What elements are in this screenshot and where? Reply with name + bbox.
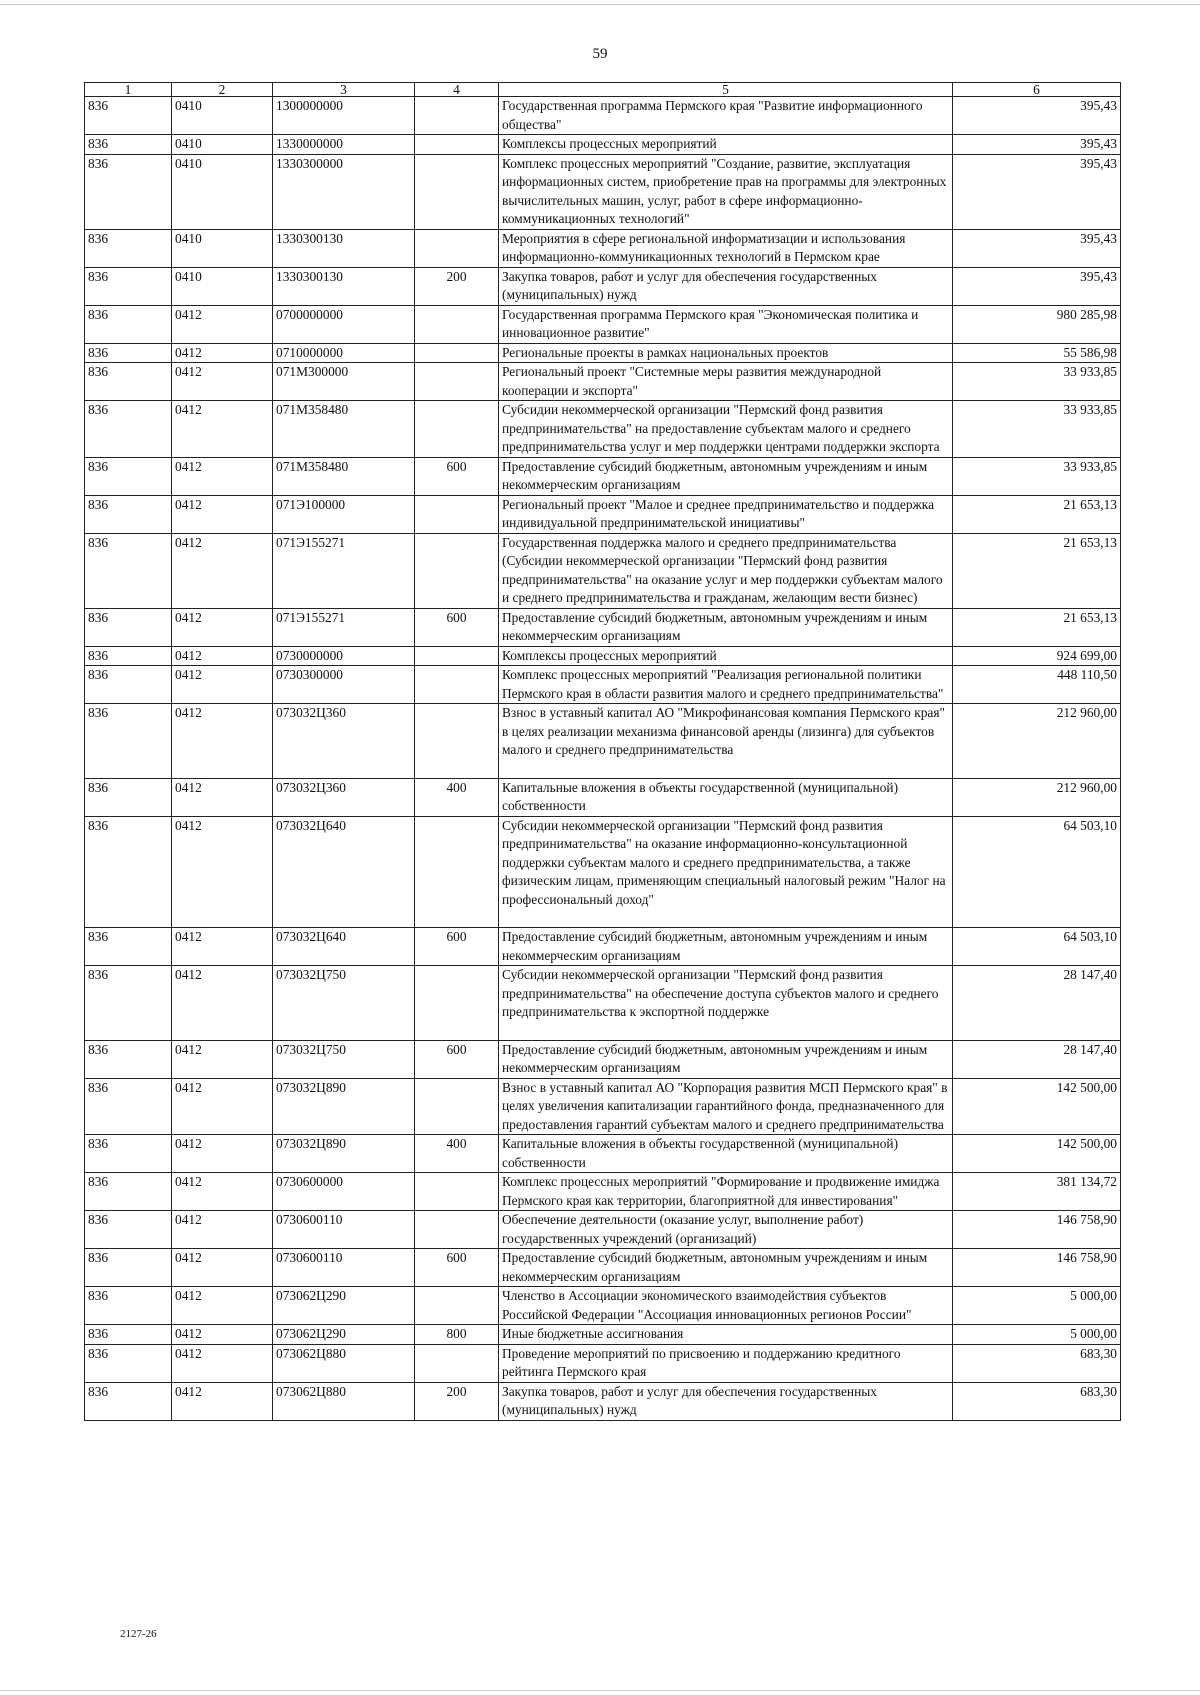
cell-amount: 33 933,85 [953,457,1121,495]
cell-target-article: 073032Ц890 [273,1135,415,1173]
table-row [85,1249,1121,1287]
cell-expense-type [415,229,499,267]
cell-ministry-code: 836 [85,457,172,495]
cell-ministry-code: 836 [85,363,172,401]
cell-ministry-code: 836 [85,816,172,928]
cell-section-code: 0412 [172,778,273,816]
cell-amount: 980 285,98 [953,305,1121,343]
cell-amount: 381 134,72 [953,1173,1121,1211]
table-row [85,666,1121,704]
table-row [85,343,1121,363]
cell-target-article: 0710000000 [273,343,415,363]
cell-target-article: 0700000000 [273,305,415,343]
cell-amount: 395,43 [953,154,1121,229]
cell-expense-type [415,135,499,155]
table-row [85,1173,1121,1211]
cell-amount: 28 147,40 [953,966,1121,1041]
cell-expense-type: 600 [415,608,499,646]
cell-amount: 395,43 [953,267,1121,305]
budget-table [84,82,1121,1421]
cell-description: Комплекс процессных мероприятий "Создание, развитие, эксплуатация информационных систем, приобретение прав на программы для электронных вычислительных машин, услуг, работ в сфере информационно-коммуникационных технологий" [499,154,953,229]
cell-target-article: 073032Ц360 [273,704,415,779]
cell-amount: 395,43 [953,97,1121,135]
footer-code: 2127-26 [120,1628,157,1640]
cell-description: Региональный проект "Малое и среднее предпринимательство и поддержка индивидуальной предпринимательской инициативы" [499,495,953,533]
cell-ministry-code: 836 [85,401,172,458]
cell-target-article: 071М300000 [273,363,415,401]
cell-section-code: 0412 [172,1211,273,1249]
cell-expense-type: 600 [415,457,499,495]
cell-description: Комплекс процессных мероприятий "Формирование и продвижение имиджа Пермского края как территории, благоприятной для инвестирования" [499,1173,953,1211]
cell-ministry-code: 836 [85,666,172,704]
table-header-row [85,83,1121,97]
cell-description: Членство в Ассоциации экономического взаимодействия субъектов Российской Федерации "Ассоциация инновационных регионов России" [499,1287,953,1325]
cell-amount: 448 110,50 [953,666,1121,704]
cell-section-code: 0412 [172,343,273,363]
cell-description: Комплексы процессных мероприятий [499,135,953,155]
cell-section-code: 0412 [172,704,273,779]
cell-description: Государственная программа Пермского края "Экономическая политика и инновационное развитие" [499,305,953,343]
cell-target-article: 073032Ц640 [273,816,415,928]
cell-section-code: 0412 [172,495,273,533]
cell-target-article: 073032Ц750 [273,966,415,1041]
table-row [85,608,1121,646]
cell-target-article: 071М358480 [273,401,415,458]
cell-amount: 683,30 [953,1344,1121,1382]
cell-target-article: 073032Ц890 [273,1078,415,1135]
table-row [85,1135,1121,1173]
cell-section-code: 0412 [172,401,273,458]
cell-target-article: 073032Ц360 [273,778,415,816]
cell-description: Предоставление субсидий бюджетным, автономным учреждениям и иным некоммерческим организациям [499,608,953,646]
table-row [85,154,1121,229]
cell-section-code: 0412 [172,1078,273,1135]
cell-expense-type [415,533,499,608]
column-header: 5 [499,83,953,97]
cell-section-code: 0412 [172,816,273,928]
cell-expense-type [415,97,499,135]
table-row [85,1078,1121,1135]
cell-section-code: 0412 [172,966,273,1041]
cell-target-article: 073032Ц640 [273,928,415,966]
scan-bottom-edge [0,1690,1200,1691]
cell-ministry-code: 836 [85,1287,172,1325]
cell-section-code: 0412 [172,1249,273,1287]
cell-amount: 21 653,13 [953,495,1121,533]
cell-expense-type [415,343,499,363]
cell-target-article: 073062Ц880 [273,1344,415,1382]
cell-description: Региональный проект "Системные меры развития международной кооперации и экспорта" [499,363,953,401]
cell-target-article: 073062Ц290 [273,1325,415,1345]
cell-ministry-code: 836 [85,1325,172,1345]
cell-section-code: 0412 [172,928,273,966]
cell-ministry-code: 836 [85,608,172,646]
cell-expense-type [415,363,499,401]
cell-ministry-code: 836 [85,154,172,229]
cell-expense-type: 200 [415,1382,499,1420]
cell-ministry-code: 836 [85,229,172,267]
cell-ministry-code: 836 [85,1078,172,1135]
cell-description: Предоставление субсидий бюджетным, автономным учреждениям и иным некоммерческим организациям [499,1040,953,1078]
cell-expense-type [415,305,499,343]
table-row [85,1287,1121,1325]
cell-ministry-code: 836 [85,928,172,966]
cell-ministry-code: 836 [85,1173,172,1211]
cell-amount: 5 000,00 [953,1325,1121,1345]
cell-description: Комплекс процессных мероприятий "Реализация региональной политики Пермского края в области развития малого и среднего предпринимательства" [499,666,953,704]
cell-description: Региональные проекты в рамках национальных проектов [499,343,953,363]
cell-amount: 5 000,00 [953,1287,1121,1325]
table-row [85,363,1121,401]
cell-amount: 142 500,00 [953,1078,1121,1135]
cell-section-code: 0412 [172,1287,273,1325]
table-row [85,135,1121,155]
cell-section-code: 0412 [172,363,273,401]
table-row [85,816,1121,928]
cell-section-code: 0410 [172,97,273,135]
cell-amount: 142 500,00 [953,1135,1121,1173]
cell-description: Предоставление субсидий бюджетным, автономным учреждениям и иным некоммерческим организациям [499,928,953,966]
column-header: 4 [415,83,499,97]
table-row [85,778,1121,816]
scan-top-edge [0,4,1200,5]
cell-expense-type [415,704,499,779]
table-row [85,1325,1121,1345]
cell-ministry-code: 836 [85,1382,172,1420]
table-row [85,1344,1121,1382]
cell-section-code: 0412 [172,1173,273,1211]
cell-amount: 33 933,85 [953,363,1121,401]
cell-expense-type [415,646,499,666]
cell-amount: 924 699,00 [953,646,1121,666]
column-header: 2 [172,83,273,97]
cell-expense-type: 600 [415,1040,499,1078]
cell-amount: 33 933,85 [953,401,1121,458]
cell-ministry-code: 836 [85,97,172,135]
cell-expense-type [415,495,499,533]
cell-description: Проведение мероприятий по присвоению и поддержанию кредитного рейтинга Пермского края [499,1344,953,1382]
cell-description: Иные бюджетные ассигнования [499,1325,953,1345]
cell-ministry-code: 836 [85,646,172,666]
cell-expense-type [415,1211,499,1249]
cell-expense-type: 600 [415,1249,499,1287]
table-row [85,495,1121,533]
table-row [85,267,1121,305]
cell-expense-type [415,1287,499,1325]
cell-section-code: 0412 [172,1135,273,1173]
cell-ministry-code: 836 [85,267,172,305]
cell-amount: 21 653,13 [953,608,1121,646]
cell-amount: 395,43 [953,135,1121,155]
cell-section-code: 0412 [172,1325,273,1345]
cell-expense-type: 400 [415,778,499,816]
cell-description: Мероприятия в сфере региональной информатизации и использования информационно-коммуникационных технологий в Пермском крае [499,229,953,267]
cell-description: Обеспечение деятельности (оказание услуг, выполнение работ) государственных учреждений (организаций) [499,1211,953,1249]
cell-expense-type [415,1078,499,1135]
cell-amount: 212 960,00 [953,704,1121,779]
cell-section-code: 0410 [172,229,273,267]
table-row [85,229,1121,267]
cell-description: Государственная поддержка малого и среднего предпринимательства (Субсидии некоммерческой организации "Пермский фонд развития предпринимательства" на оказание услуг и мер поддержки субъектам малого и среднего предпринимательства и гражданам, желающим вести бизнес) [499,533,953,608]
table-row [85,97,1121,135]
cell-section-code: 0410 [172,267,273,305]
cell-target-article: 071Э155271 [273,608,415,646]
cell-section-code: 0412 [172,646,273,666]
cell-expense-type: 200 [415,267,499,305]
table-row [85,457,1121,495]
cell-target-article: 071Э155271 [273,533,415,608]
cell-target-article: 073062Ц880 [273,1382,415,1420]
cell-target-article: 0730600000 [273,1173,415,1211]
cell-expense-type [415,154,499,229]
cell-expense-type: 800 [415,1325,499,1345]
column-header: 6 [953,83,1121,97]
cell-ministry-code: 836 [85,704,172,779]
cell-ministry-code: 836 [85,1211,172,1249]
cell-expense-type [415,1173,499,1211]
column-header: 3 [273,83,415,97]
cell-section-code: 0410 [172,135,273,155]
cell-target-article: 071М358480 [273,457,415,495]
cell-target-article: 1330000000 [273,135,415,155]
cell-description: Закупка товаров, работ и услуг для обеспечения государственных (муниципальных) нужд [499,267,953,305]
cell-section-code: 0410 [172,154,273,229]
cell-ministry-code: 836 [85,778,172,816]
cell-description: Предоставление субсидий бюджетным, автономным учреждениям и иным некоммерческим организациям [499,1249,953,1287]
cell-description: Субсидии некоммерческой организации "Пермский фонд развития предпринимательства" на предоставление субъектам малого и среднего предпринимательства услуг и мер поддержки центрами поддержки экспорта [499,401,953,458]
cell-target-article: 1330300130 [273,267,415,305]
cell-expense-type [415,816,499,928]
cell-expense-type [415,666,499,704]
cell-description: Капитальные вложения в объекты государственной (муниципальной) собственности [499,1135,953,1173]
cell-amount: 64 503,10 [953,816,1121,928]
cell-description: Субсидии некоммерческой организации "Пермский фонд развития предпринимательства" на обеспечение доступа субъектов малого и среднего предпринимательства к экспортной поддержке [499,966,953,1041]
cell-amount: 212 960,00 [953,778,1121,816]
table-row [85,401,1121,458]
cell-target-article: 0730600110 [273,1249,415,1287]
table-body [85,97,1121,1421]
cell-ministry-code: 836 [85,495,172,533]
cell-description: Закупка товаров, работ и услуг для обеспечения государственных (муниципальных) нужд [499,1382,953,1420]
table-row [85,966,1121,1041]
cell-amount: 146 758,90 [953,1249,1121,1287]
cell-ministry-code: 836 [85,1249,172,1287]
cell-description: Субсидии некоммерческой организации "Пермский фонд развития предпринимательства" на оказание информационно-консультационной поддержки субъектам малого и среднего предпринимательства, а также физическим лицам, применяющим специальный налоговый режим "Налог на профессиональный доход" [499,816,953,928]
cell-target-article: 1300000000 [273,97,415,135]
cell-ministry-code: 836 [85,305,172,343]
cell-ministry-code: 836 [85,1135,172,1173]
cell-ministry-code: 836 [85,533,172,608]
cell-amount: 55 586,98 [953,343,1121,363]
cell-expense-type: 400 [415,1135,499,1173]
cell-target-article: 0730300000 [273,666,415,704]
cell-section-code: 0412 [172,305,273,343]
cell-amount: 395,43 [953,229,1121,267]
cell-amount: 21 653,13 [953,533,1121,608]
cell-amount: 64 503,10 [953,928,1121,966]
cell-ministry-code: 836 [85,1040,172,1078]
cell-target-article: 1330300000 [273,154,415,229]
cell-section-code: 0412 [172,457,273,495]
cell-ministry-code: 836 [85,966,172,1041]
cell-amount: 683,30 [953,1382,1121,1420]
cell-section-code: 0412 [172,533,273,608]
cell-expense-type: 600 [415,928,499,966]
cell-amount: 28 147,40 [953,1040,1121,1078]
cell-section-code: 0412 [172,1344,273,1382]
cell-target-article: 073062Ц290 [273,1287,415,1325]
cell-section-code: 0412 [172,1040,273,1078]
cell-target-article: 1330300130 [273,229,415,267]
cell-description: Комплексы процессных мероприятий [499,646,953,666]
table-row [85,1382,1121,1420]
cell-expense-type [415,966,499,1041]
table-row [85,704,1121,779]
cell-ministry-code: 836 [85,1344,172,1382]
cell-target-article: 071Э100000 [273,495,415,533]
cell-description: Предоставление субсидий бюджетным, автономным учреждениям и иным некоммерческим организациям [499,457,953,495]
table-row [85,533,1121,608]
table-row [85,646,1121,666]
cell-target-article: 0730000000 [273,646,415,666]
cell-description: Взнос в уставный капитал АО "Корпорация развития МСП Пермского края" в целях увеличения капитализации гарантийного фонда, предназначенного для предоставления гарантий субъектам малого и среднего предпринимательства [499,1078,953,1135]
table-row [85,1211,1121,1249]
table-row [85,928,1121,966]
cell-expense-type [415,401,499,458]
cell-ministry-code: 836 [85,343,172,363]
cell-description: Взнос в уставный капитал АО "Микрофинансовая компания Пермского края" в целях реализации механизма финансовой аренды (лизинга) для субъектов малого и среднего предпринимательства [499,704,953,779]
cell-section-code: 0412 [172,1382,273,1420]
cell-ministry-code: 836 [85,135,172,155]
table-row [85,1040,1121,1078]
page-number: 59 [592,46,608,62]
column-header: 1 [85,83,172,97]
cell-description: Государственная программа Пермского края "Развитие информационного общества" [499,97,953,135]
cell-target-article: 0730600110 [273,1211,415,1249]
cell-amount: 146 758,90 [953,1211,1121,1249]
cell-expense-type [415,1344,499,1382]
cell-section-code: 0412 [172,608,273,646]
cell-description: Капитальные вложения в объекты государственной (муниципальной) собственности [499,778,953,816]
cell-section-code: 0412 [172,666,273,704]
table-row [85,305,1121,343]
cell-target-article: 073032Ц750 [273,1040,415,1078]
